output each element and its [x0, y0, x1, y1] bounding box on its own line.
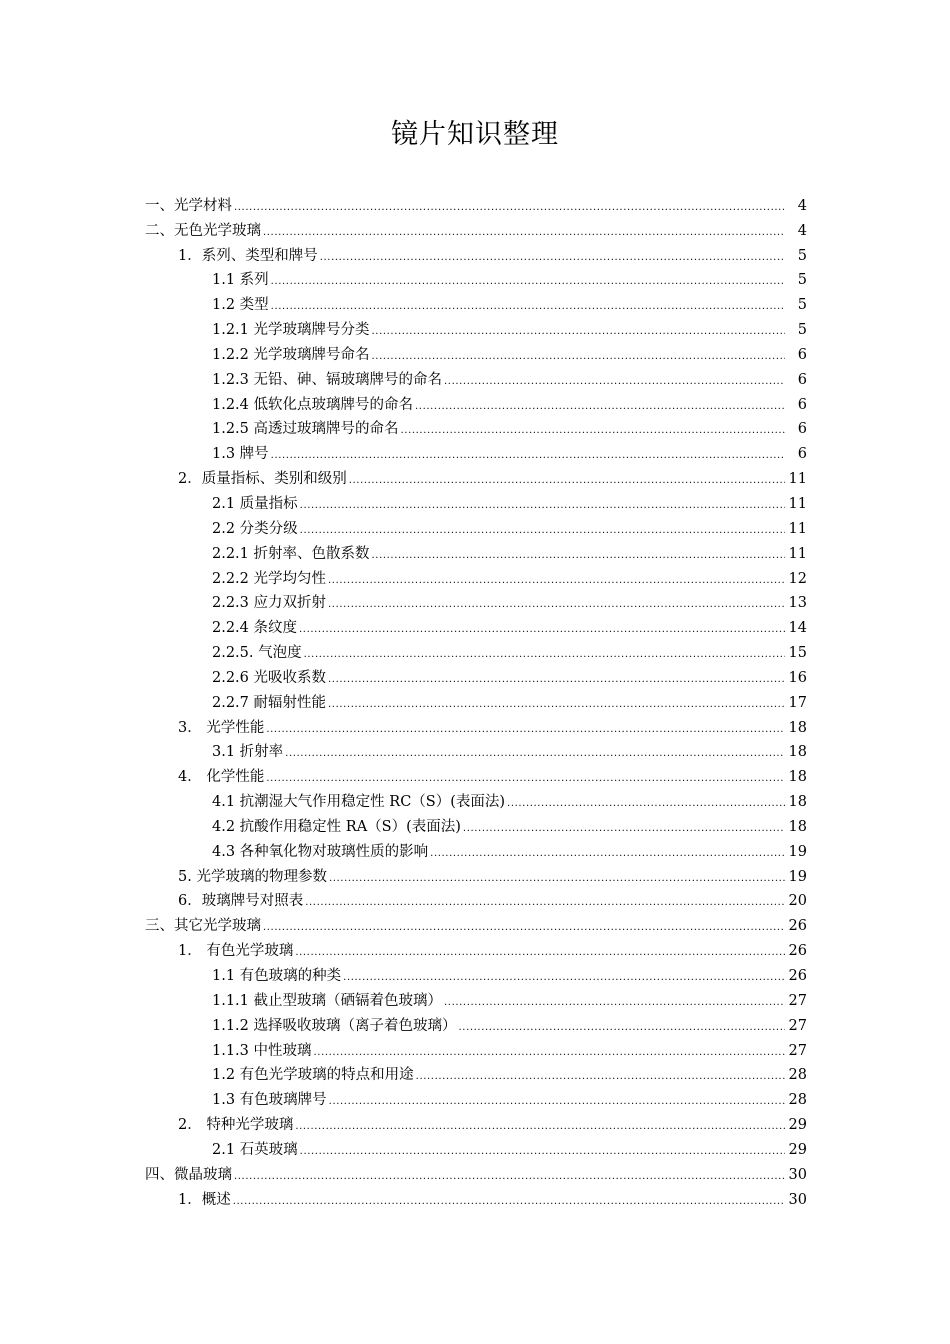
toc-entry[interactable]	[145, 463, 807, 488]
toc-entry[interactable]	[145, 240, 807, 265]
toc-entry[interactable]	[145, 588, 807, 613]
toc-leader-dots	[372, 549, 785, 563]
toc-entry-page-number: 15	[788, 645, 807, 662]
toc-entry-label: 2.2.3 应力双折射	[212, 595, 327, 612]
toc-entry-label: 2． 特种光学玻璃	[178, 1117, 294, 1134]
toc-leader-dots	[328, 673, 785, 687]
toc-entry-label: 2.2.2 光学均匀性	[212, 570, 327, 587]
toc-entry[interactable]	[145, 1084, 807, 1109]
toc-entry-label: 2.1 石英玻璃	[212, 1141, 298, 1158]
toc-entry[interactable]	[145, 314, 807, 339]
toc-leader-dots	[285, 747, 785, 761]
toc-entry-page-number: 11	[788, 495, 807, 512]
toc-entry-page-number: 26	[788, 968, 807, 984]
toc-entry-page-number: 29	[788, 1141, 807, 1158]
toc-entry-page-number: 5	[797, 272, 807, 289]
toc-entry-label: 4.2 抗酸作用稳定性 RA（S）(表面法)	[212, 818, 461, 835]
toc-entry[interactable]	[145, 737, 807, 762]
toc-entry[interactable]	[145, 513, 807, 538]
toc-entry-page-number: 6	[797, 421, 807, 438]
toc-entry[interactable]	[145, 786, 807, 811]
toc-entry-label: 四、微晶玻璃	[145, 1166, 232, 1183]
toc-entry-page-number: 4	[797, 222, 807, 239]
toc-entry-page-number: 29	[788, 1117, 807, 1134]
toc-leader-dots	[320, 251, 785, 265]
toc-entry[interactable]	[145, 265, 807, 290]
toc-leader-dots	[299, 623, 785, 637]
table-of-contents	[145, 190, 807, 1209]
toc-entry[interactable]	[145, 761, 807, 786]
toc-entry[interactable]	[145, 1134, 807, 1159]
toc-entry-label: 4.3 各种氧化物对玻璃性质的影响	[212, 843, 429, 860]
toc-leader-dots	[329, 1095, 785, 1109]
toc-entry-label: 1． 有色光学玻璃	[178, 943, 294, 960]
toc-leader-dots	[234, 201, 785, 215]
toc-leader-dots	[328, 574, 785, 588]
toc-leader-dots	[266, 723, 785, 737]
document-title: 镜片知识整理	[391, 119, 559, 150]
toc-entry-page-number: 11	[788, 545, 807, 562]
toc-leader-dots	[430, 847, 785, 861]
toc-leader-dots	[343, 971, 785, 985]
toc-entry-page-number: 12	[788, 570, 807, 587]
toc-entry-label: 1.2.2 光学玻璃牌号命名	[212, 346, 370, 363]
toc-entry-page-number: 17	[788, 694, 807, 711]
toc-entry-label: 1.1 有色玻璃的种类	[212, 968, 342, 984]
toc-entry-label: 2.2.4 条纹度	[212, 620, 298, 637]
toc-entry-label: 1.2 类型	[212, 297, 269, 314]
toc-leader-dots	[444, 996, 785, 1010]
toc-entry-page-number: 5	[797, 322, 807, 339]
toc-entry[interactable]	[145, 563, 807, 588]
toc-entry-page-number: 20	[788, 893, 807, 910]
toc-entry-label: 1.1.2 选择吸收玻璃（离子着色玻璃）	[212, 1017, 457, 1034]
toc-leader-dots	[416, 1070, 785, 1084]
toc-entry-page-number: 27	[788, 1017, 807, 1034]
toc-leader-dots	[271, 449, 785, 463]
toc-entry-page-number: 28	[788, 1092, 807, 1109]
toc-entry[interactable]	[145, 190, 807, 215]
toc-leader-dots	[263, 921, 785, 935]
toc-entry-page-number: 30	[788, 1166, 807, 1183]
toc-entry[interactable]	[145, 364, 807, 389]
toc-leader-dots	[300, 1145, 785, 1159]
toc-leader-dots	[300, 499, 785, 513]
toc-entry-label: 4． 化学性能	[178, 769, 265, 786]
toc-entry[interactable]	[145, 985, 807, 1010]
toc-entry-page-number: 5	[797, 247, 807, 264]
toc-entry[interactable]	[145, 960, 807, 985]
toc-entry[interactable]	[145, 488, 807, 513]
toc-entry-label: 1.3 牌号	[212, 446, 269, 463]
toc-entry-label: 2.2 分类分级	[212, 520, 298, 537]
toc-entry-page-number: 6	[797, 396, 807, 413]
toc-leader-dots	[314, 1046, 785, 1060]
toc-entry-page-number: 18	[788, 794, 807, 811]
toc-entry-page-number: 14	[788, 620, 807, 637]
toc-entry-page-number: 18	[788, 744, 807, 761]
toc-entry-page-number: 18	[788, 818, 807, 835]
toc-leader-dots	[233, 1195, 785, 1209]
toc-entry-label: 5. 光学玻璃的物理参数	[178, 868, 327, 885]
toc-entry[interactable]	[145, 886, 807, 911]
toc-entry-page-number: 6	[797, 371, 807, 388]
toc-entry-page-number: 18	[788, 769, 807, 786]
toc-entry[interactable]	[145, 637, 807, 662]
toc-leader-dots	[271, 275, 785, 289]
toc-entry[interactable]	[145, 339, 807, 364]
toc-leader-dots	[234, 1170, 785, 1184]
toc-entry[interactable]	[145, 836, 807, 861]
toc-entry-page-number: 19	[788, 843, 807, 860]
toc-entry-label: 3． 光学性能	[178, 719, 265, 736]
toc-entry-label: 1．系列、类型和牌号	[178, 247, 318, 264]
toc-leader-dots	[507, 797, 785, 811]
toc-entry-page-number: 27	[788, 1042, 807, 1059]
toc-entry-page-number: 16	[788, 669, 807, 686]
toc-entry-page-number: 11	[788, 520, 807, 537]
toc-entry-page-number: 26	[788, 943, 807, 960]
toc-entry-label: 6．玻璃牌号对照表	[178, 893, 304, 910]
toc-entry-page-number: 19	[788, 868, 807, 885]
toc-entry-page-number: 27	[788, 992, 807, 1009]
toc-entry[interactable]	[145, 662, 807, 687]
toc-entry[interactable]	[145, 1035, 807, 1060]
toc-entry[interactable]	[145, 687, 807, 712]
toc-entry[interactable]	[145, 289, 807, 314]
toc-entry-label: 2.2.1 折射率、色散系数	[212, 545, 370, 562]
toc-leader-dots	[328, 598, 785, 612]
toc-leader-dots	[304, 648, 785, 662]
toc-entry[interactable]	[145, 612, 807, 637]
toc-entry[interactable]	[145, 1109, 807, 1134]
toc-entry-label: 4.1 抗潮湿大气作用稳定性 RC（S）(表面法)	[212, 794, 506, 811]
toc-leader-dots	[295, 946, 785, 960]
toc-entry-label: 1.1.1 截止型玻璃（硒镉着色玻璃）	[212, 992, 443, 1009]
toc-entry-page-number: 18	[788, 719, 807, 736]
toc-entry-label: 1.2.5 高透过玻璃牌号的命名	[212, 421, 399, 438]
toc-entry-label: 1.2.1 光学玻璃牌号分类	[212, 322, 370, 339]
toc-entry[interactable]	[145, 438, 807, 463]
toc-entry[interactable]	[145, 1060, 807, 1085]
toc-leader-dots	[329, 872, 785, 886]
toc-entry-label: 一、光学材料	[145, 197, 232, 214]
toc-entry-label: 3.1 折射率	[212, 744, 284, 761]
toc-entry-label: 2.2.5. 气泡度	[212, 645, 302, 662]
toc-entry-page-number: 4	[797, 197, 807, 214]
toc-leader-dots	[271, 300, 785, 314]
toc-leader-dots	[263, 226, 785, 240]
toc-entry[interactable]	[145, 1184, 807, 1209]
toc-leader-dots	[295, 1120, 785, 1134]
toc-leader-dots	[463, 822, 785, 836]
toc-entry-label: 1.1 系列	[212, 272, 269, 289]
toc-entry-label: 1．概述	[178, 1191, 231, 1208]
toc-entry-label: 1.2 有色光学玻璃的特点和用途	[212, 1067, 414, 1084]
toc-entry-label: 1.3 有色玻璃牌号	[212, 1092, 327, 1109]
toc-entry-label: 2.1 质量指标	[212, 495, 298, 512]
toc-leader-dots	[372, 350, 785, 364]
toc-leader-dots	[300, 524, 785, 538]
toc-entry-page-number: 5	[797, 297, 807, 314]
toc-entry-label: 1.2.3 无铅、砷、镉玻璃牌号的命名	[212, 371, 443, 388]
toc-entry[interactable]	[145, 861, 807, 886]
toc-entry[interactable]	[145, 712, 807, 737]
toc-leader-dots	[401, 424, 785, 438]
toc-leader-dots	[349, 474, 785, 488]
toc-leader-dots	[415, 400, 785, 414]
toc-entry-page-number: 30	[788, 1191, 807, 1208]
toc-entry-label: 三、其它光学玻璃	[145, 918, 261, 935]
toc-entry-label: 2．质量指标、类别和级别	[178, 471, 347, 488]
toc-entry-page-number: 13	[788, 595, 807, 612]
toc-leader-dots	[459, 1021, 785, 1035]
toc-entry-page-number: 6	[797, 346, 807, 363]
toc-entry[interactable]	[145, 389, 807, 414]
toc-entry[interactable]	[145, 1010, 807, 1035]
toc-entry-page-number: 6	[797, 446, 807, 463]
toc-entry-page-number: 11	[788, 471, 807, 488]
toc-entry[interactable]	[145, 538, 807, 563]
toc-entry[interactable]	[145, 935, 807, 960]
toc-leader-dots	[305, 896, 785, 910]
toc-leader-dots	[444, 375, 785, 389]
toc-entry[interactable]	[145, 811, 807, 836]
toc-entry-page-number: 28	[788, 1067, 807, 1084]
toc-entry-label: 2.2.7 耐辐射性能	[212, 694, 327, 711]
toc-entry[interactable]	[145, 910, 807, 935]
toc-entry[interactable]	[145, 414, 807, 439]
toc-leader-dots	[328, 698, 785, 712]
toc-entry-page-number: 26	[788, 918, 807, 935]
toc-leader-dots	[372, 325, 785, 339]
toc-entry-label: 二、无色光学玻璃	[145, 222, 261, 239]
toc-entry[interactable]	[145, 215, 807, 240]
toc-entry-label: 1.1.3 中性玻璃	[212, 1042, 312, 1059]
toc-entry[interactable]	[145, 1159, 807, 1184]
toc-leader-dots	[266, 772, 785, 786]
toc-entry-label: 2.2.6 光吸收系数	[212, 669, 327, 686]
toc-entry-label: 1.2.4 低软化点玻璃牌号的命名	[212, 396, 414, 413]
